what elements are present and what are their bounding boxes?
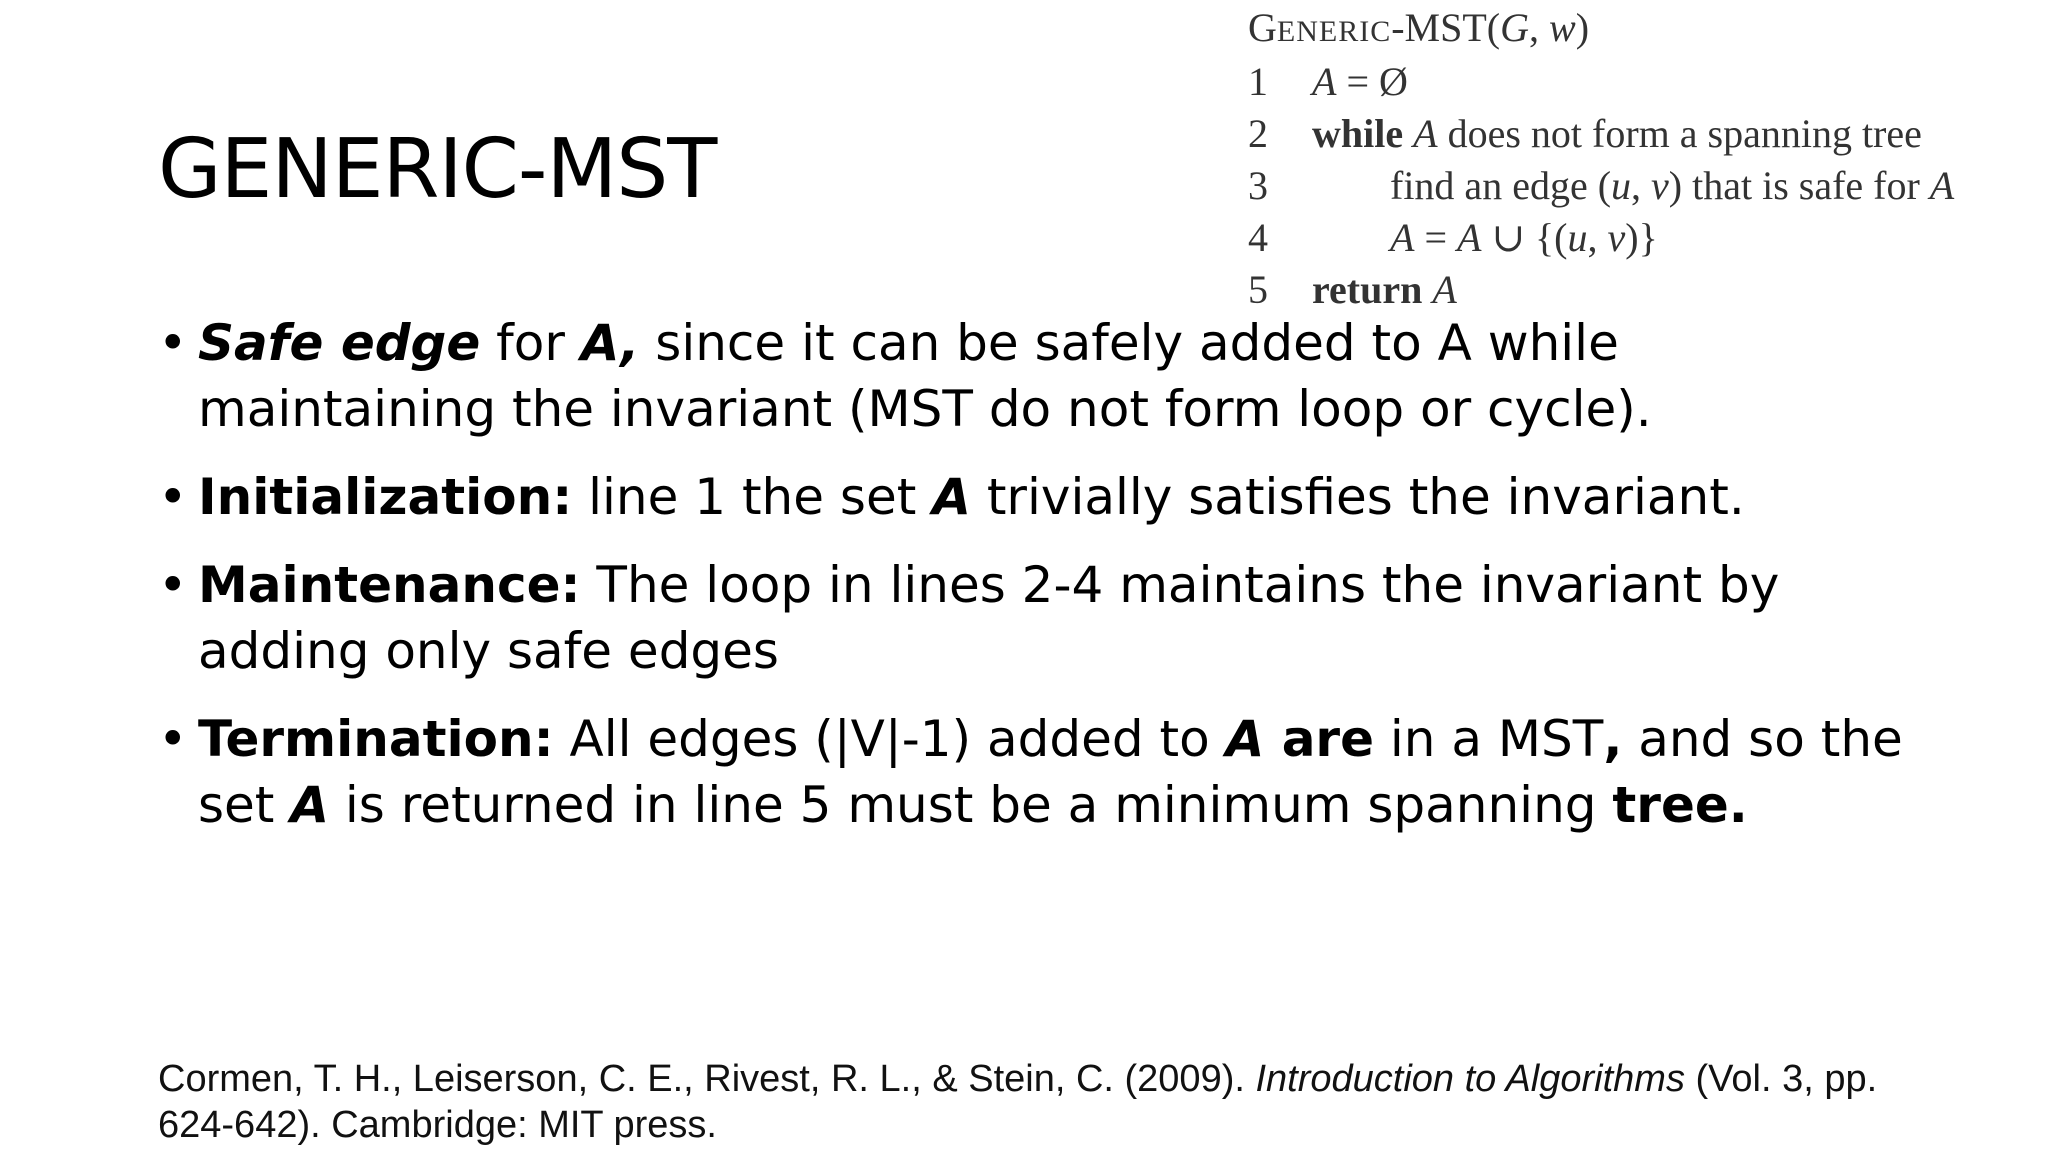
algo-params-close: ) <box>1575 5 1590 50</box>
bullet-text: line 1 the set <box>572 468 933 526</box>
code-fragment: , <box>1587 215 1608 260</box>
bullet-text: is returned in line 5 must be a minimum spanning <box>329 776 1613 834</box>
bullet-text: , <box>1603 710 1623 768</box>
pseudocode-line <box>1248 212 2028 264</box>
bullet-item <box>158 310 1918 442</box>
bullet-text: Maintenance: <box>198 556 581 614</box>
code-fragment: A <box>1457 215 1482 260</box>
slide-title: GENERIC-MST <box>158 122 717 217</box>
code-fragment: , <box>1631 163 1652 208</box>
code-fragment: ∪ {( <box>1481 215 1568 260</box>
code-fragment: A <box>1413 111 1438 156</box>
bullet-text: Termination: <box>198 710 554 768</box>
bullet-text: A <box>1225 710 1265 768</box>
line-code <box>1312 108 1922 160</box>
citation-book-title: Introduction to Algorithms <box>1255 1058 1685 1100</box>
bullet-item <box>158 464 1918 530</box>
bullet-text: tree. <box>1612 776 1748 834</box>
code-fragment: A <box>1432 267 1457 312</box>
line-number: 4 <box>1248 215 1268 260</box>
code-fragment: ) that is safe for <box>1668 163 1930 208</box>
line-number: 3 <box>1248 163 1268 208</box>
pseudocode-lines <box>1248 56 2028 316</box>
algo-name-smallcaps: ENERIC <box>1276 15 1392 48</box>
algo-param-w: w <box>1549 5 1576 50</box>
algo-param-sep: , <box>1529 5 1550 50</box>
code-fragment: = Ø <box>1336 59 1408 104</box>
bullet-text: for <box>480 314 581 372</box>
bullet-text: are <box>1264 710 1374 768</box>
bullet-item <box>158 706 1918 838</box>
pseudocode-block <box>1248 0 2028 316</box>
bullet-dot-icon: • <box>158 314 188 372</box>
bullet-text: The loop in lines 2-4 maintains the invariant by adding only safe edges <box>198 556 1780 680</box>
algo-name-first: G <box>1248 5 1277 50</box>
pseudocode-title <box>1248 0 2028 56</box>
code-fragment: while <box>1312 111 1404 156</box>
code-fragment: A <box>1312 59 1337 104</box>
bullet-list <box>158 310 1918 860</box>
line-code <box>1312 264 1457 316</box>
line-code <box>1312 56 1408 108</box>
line-code <box>1390 160 1954 212</box>
code-fragment: find an edge ( <box>1390 163 1612 208</box>
code-fragment: u <box>1611 163 1632 208</box>
code-fragment <box>1403 111 1413 156</box>
line-code <box>1390 212 1658 264</box>
bullet-dot-icon: • <box>158 710 188 768</box>
code-fragment: u <box>1567 215 1588 260</box>
code-fragment: does not form a spanning tree <box>1437 111 1922 156</box>
pseudocode-line <box>1248 160 2028 212</box>
pseudocode-line <box>1248 56 2028 108</box>
algo-params-open: ( <box>1486 5 1501 50</box>
citation-authors: Cormen, T. H., Leiserson, C. E., Rivest, R. L., & Stein, C. (2009). <box>158 1058 1256 1100</box>
line-number: 5 <box>1248 267 1268 312</box>
bullet-dot-icon: • <box>158 556 188 614</box>
citation-details: (Vol. 3, pp. 624-642). Cambridge: MIT press. <box>158 1058 1878 1146</box>
bullet-text: since it can be safely added to A while maintaining the invariant (MST do not form loop or cycle). <box>198 314 1652 438</box>
pseudocode-line <box>1248 264 2028 316</box>
bullet-text: All edges (|V|-1) added to <box>553 710 1226 768</box>
bullet-dot-icon: • <box>158 468 188 526</box>
bullet-text: Initialization: <box>198 468 573 526</box>
pseudocode-line <box>1248 108 2028 160</box>
bullet-text: and so the set <box>198 710 1903 834</box>
code-fragment: v <box>1607 215 1626 260</box>
bullet-text: Safe edge <box>198 314 481 372</box>
citation <box>158 1056 1918 1148</box>
code-fragment: return <box>1312 267 1423 312</box>
bullet-text: trivially satisfies the invariant. <box>970 468 1745 526</box>
code-fragment: )} <box>1625 215 1658 260</box>
code-fragment: A <box>1390 215 1415 260</box>
code-fragment <box>1422 267 1432 312</box>
line-number: 1 <box>1248 59 1268 104</box>
code-fragment: A <box>1929 163 1955 208</box>
bullet-text: A <box>290 776 330 834</box>
line-number: 2 <box>1248 111 1268 156</box>
bullet-text: A <box>932 468 971 526</box>
code-fragment: = <box>1414 215 1457 260</box>
bullet-text: A, <box>580 314 640 372</box>
code-fragment: v <box>1651 163 1669 208</box>
bullet-item <box>158 552 1918 684</box>
algo-param-g: G <box>1500 5 1530 50</box>
bullet-text: in a MST <box>1374 710 1604 768</box>
algo-name-rest: -MST <box>1391 5 1487 50</box>
